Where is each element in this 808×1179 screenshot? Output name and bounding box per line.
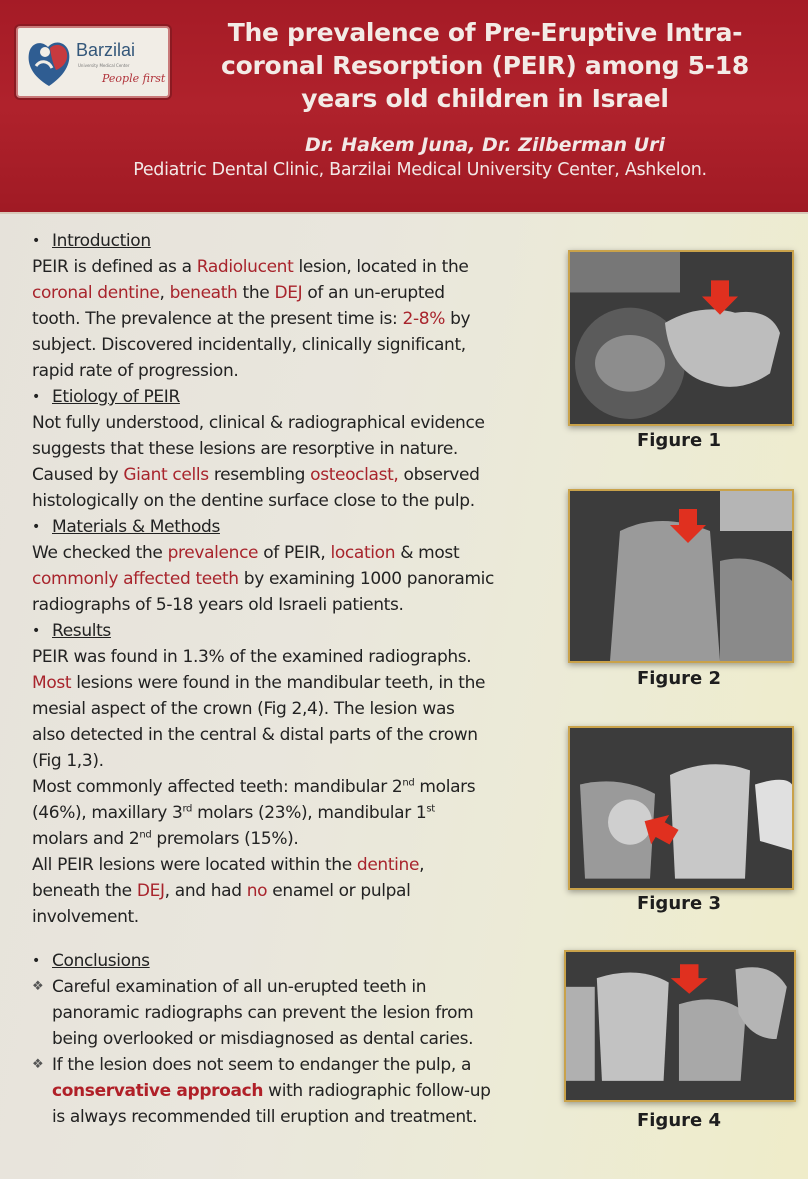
logo-tagline: People first: [102, 72, 166, 85]
text-run: subject. Discovered incidentally, clinically significant,: [32, 335, 466, 355]
text-run: of an un-erupted: [302, 283, 445, 303]
text-run: rapid rate of progression.: [32, 361, 239, 381]
text-run: If the lesion does not seem to endanger the pulp, a: [52, 1055, 472, 1075]
text-run: lesions were found in the mandibular teeth, in the: [71, 673, 486, 693]
conclusion-item: [32, 974, 562, 1052]
text-run: mesial aspect of the crown (Fig 2,4). The lesion was: [32, 699, 455, 719]
highlighted-term: beneath: [169, 283, 238, 303]
paragraph-line: [32, 774, 562, 800]
section-methods: [32, 514, 562, 618]
poster-header: [0, 0, 808, 214]
section-heading-text: Conclusions: [52, 951, 150, 971]
figure-1-image: [568, 250, 794, 426]
paragraph-line: [52, 1078, 491, 1104]
bullet-icon: •: [32, 953, 40, 969]
section-heading: [32, 514, 562, 540]
highlighted-term: DEJ: [274, 283, 303, 303]
paragraph-line: [32, 722, 562, 748]
paragraph-line: [32, 696, 562, 722]
text-run: (46%), maxillary 3: [32, 803, 183, 823]
four-diamond-bullet-icon: ❖: [32, 1057, 44, 1072]
logo-subtitle: University Medical Center: [78, 63, 130, 68]
text-run: being overlooked or misdiagnosed as dental caries.: [52, 1029, 474, 1049]
text-run: panoramic radiographs can prevent the lesion from: [52, 1003, 474, 1023]
section-heading-text: Introduction: [52, 231, 151, 251]
paragraph-line: [32, 592, 562, 618]
heart-family-icon: [26, 36, 72, 88]
text-run: of PEIR,: [258, 543, 331, 563]
highlighted-term: commonly affected teeth: [32, 569, 239, 589]
highlighted-term: 2-8%: [402, 309, 446, 329]
text-run: is always recommended till eruption and treatment.: [52, 1107, 478, 1127]
text-run: resembling: [208, 465, 311, 485]
text-run: observed: [398, 465, 480, 485]
text-run: with radiographic follow-up: [263, 1081, 491, 1101]
text-run: beneath the: [32, 881, 137, 901]
text-run: premolars (15%).: [151, 829, 299, 849]
text-run: & most: [395, 543, 460, 563]
text-run: We checked the: [32, 543, 168, 563]
figure-4-caption: Figure 4: [636, 1110, 722, 1131]
title-line: The prevalence of Pre-Eruptive Intra-: [227, 18, 743, 47]
affiliation: Pediatric Dental Clinic, Barzilai Medical University Center, Ashkelon.: [133, 160, 707, 180]
radiograph-image: [566, 952, 794, 1100]
bullet-icon: •: [32, 233, 40, 249]
ordinal-suffix: st: [426, 803, 435, 815]
conclusion-text: [52, 974, 473, 1052]
text-run: , and had: [164, 881, 247, 901]
poster-title: [180, 16, 790, 115]
text-run: tooth. The prevalence at the present time is:: [32, 309, 403, 329]
four-diamond-bullet-icon: ❖: [32, 979, 44, 994]
text-run: Caused by: [32, 465, 124, 485]
highlighted-term: Most: [32, 673, 72, 693]
text-run: All PEIR lesions were located within the: [32, 855, 357, 875]
paragraph-line: [52, 1026, 473, 1052]
highlighted-term: no: [246, 881, 268, 901]
highlighted-term: Giant cells: [123, 465, 209, 485]
paragraph-line: [52, 974, 473, 1000]
paragraph-line: [32, 540, 562, 566]
text-run: radiographs of 5-18 years old Israeli patients.: [32, 595, 404, 615]
section-introduction: [32, 228, 562, 384]
paragraph-line: [32, 644, 562, 670]
paragraph-line: [32, 748, 562, 774]
highlighted-term: Radiolucent: [196, 257, 294, 277]
text-run: PEIR is defined as a: [32, 257, 197, 277]
highlighted-term: coronal dentine: [32, 283, 160, 303]
paragraph-line: [32, 800, 562, 826]
text-run: Most commonly affected teeth: mandibular 2: [32, 777, 403, 797]
text-run: ,: [419, 855, 425, 875]
text-run: Not fully understood, clinical & radiographical evidence: [32, 413, 485, 433]
emphasized-term: conservative approach: [52, 1081, 264, 1101]
paragraph-line: [32, 878, 562, 904]
ordinal-suffix: nd: [139, 829, 152, 841]
text-run: also detected in the central & distal parts of the crown: [32, 725, 478, 745]
figure-3-image: [568, 726, 794, 890]
barzilai-logo: [16, 26, 170, 98]
paragraph-line: [32, 332, 562, 358]
paragraph-line: [32, 254, 562, 280]
authors: Dr. Hakem Juna, Dr. Zilberman Uri: [304, 134, 666, 156]
figure-2-caption: Figure 2: [636, 668, 722, 689]
text-run: by examining 1000 panoramic: [238, 569, 495, 589]
figure-2-image: [568, 489, 794, 663]
paragraph-line: [32, 670, 562, 696]
text-run: (Fig 1,3).: [32, 751, 104, 771]
ordinal-suffix: rd: [182, 803, 193, 815]
paragraph-line: [32, 436, 562, 462]
text-run: lesion, located in the: [293, 257, 469, 277]
paragraph-line: [52, 1104, 491, 1130]
highlighted-term: location: [330, 543, 396, 563]
text-run: by: [445, 309, 471, 329]
text-run: histologically on the dentine surface close to the pulp.: [32, 491, 475, 511]
paragraph-line: [32, 488, 562, 514]
section-heading-text: Materials & Methods: [52, 517, 220, 537]
paragraph-line: [32, 904, 562, 930]
section-results: [32, 618, 562, 930]
paragraph-line: [32, 280, 562, 306]
text-run: molars (23%), mandibular 1: [192, 803, 427, 823]
poster-body: [32, 228, 562, 1130]
text-run: PEIR was found in 1.3% of the examined radiographs.: [32, 647, 472, 667]
paragraph-line: [32, 410, 562, 436]
paragraph-line: [32, 462, 562, 488]
highlighted-term: DEJ: [136, 881, 165, 901]
text-run: the: [237, 283, 275, 303]
radiograph-image: [570, 728, 792, 888]
section-heading: [32, 384, 562, 410]
section-heading-text: Etiology of PEIR: [52, 387, 180, 407]
paragraph-line: [32, 306, 562, 332]
text-run: enamel or pulpal: [267, 881, 411, 901]
title-line: coronal Resorption (PEIR) among 5-18: [221, 51, 749, 80]
highlighted-term: prevalence: [167, 543, 259, 563]
section-heading-text: Results: [52, 621, 111, 641]
bullet-icon: •: [32, 519, 40, 535]
paragraph-line: [32, 826, 562, 852]
radiograph-image: [570, 252, 792, 424]
section-conclusions: [32, 948, 562, 1130]
ordinal-suffix: nd: [402, 777, 415, 789]
text-run: involvement.: [32, 907, 139, 927]
text-run: molars: [414, 777, 476, 797]
paragraph-line: [32, 566, 562, 592]
figure-1-caption: Figure 1: [636, 430, 722, 451]
paragraph-line: [32, 358, 562, 384]
text-run: ,: [159, 283, 170, 303]
section-heading: [32, 948, 562, 974]
highlighted-term: osteoclast,: [310, 465, 399, 485]
paragraph-line: [32, 852, 562, 878]
conclusion-item: [32, 1052, 562, 1130]
highlighted-term: dentine: [356, 855, 420, 875]
text-run: molars and 2: [32, 829, 140, 849]
radiograph-image: [570, 491, 792, 661]
conclusion-text: [52, 1052, 491, 1130]
text-run: Careful examination of all un-erupted teeth in: [52, 977, 427, 997]
text-run: suggests that these lesions are resorptive in nature.: [32, 439, 458, 459]
figure-4-image: [564, 950, 796, 1102]
section-etiology: [32, 384, 562, 514]
section-heading: [32, 618, 562, 644]
bullet-icon: •: [32, 389, 40, 405]
section-heading: [32, 228, 562, 254]
bullet-icon: •: [32, 623, 40, 639]
title-line: years old children in Israel: [301, 84, 669, 113]
paragraph-line: [52, 1052, 491, 1078]
logo-name: Barzilai: [76, 40, 136, 60]
figure-3-caption: Figure 3: [636, 893, 722, 914]
paragraph-line: [52, 1000, 473, 1026]
